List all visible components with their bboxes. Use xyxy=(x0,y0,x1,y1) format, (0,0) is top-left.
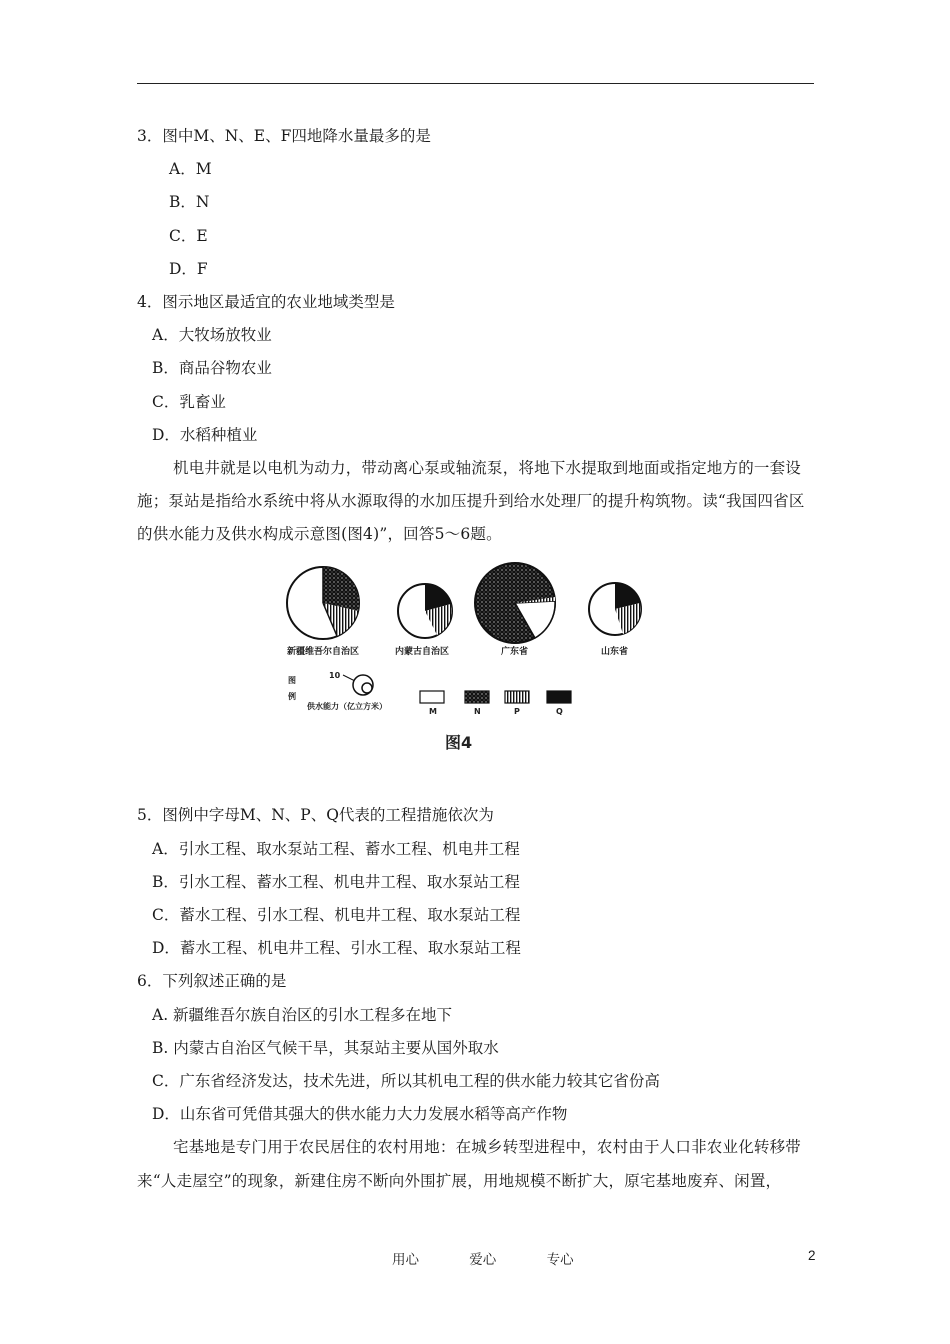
legend-scale-value: 10 xyxy=(329,671,341,681)
figure-legend xyxy=(288,671,571,716)
legend-heading-1: 图 xyxy=(288,676,296,686)
legend-key-p: P xyxy=(514,707,520,717)
q6-option-d: D．山东省可凭借其强大的供水能力大力发展水稻等高产作物 xyxy=(152,1105,568,1124)
region-label-inner-mongolia: 内蒙古自治区 xyxy=(395,647,450,658)
figure-title: 图4 xyxy=(445,733,473,753)
q5-option-a: A．引水工程、取水泵站工程、蓄水工程、机电井工程 xyxy=(152,839,520,858)
pie-inner-mongolia xyxy=(395,584,452,657)
q3-option-b: B．N xyxy=(169,193,210,212)
q4-stem: 4．图示地区最适宜的农业地域类型是 xyxy=(137,292,395,311)
q5-option-d: D．蓄水工程、机电井工程、引水工程、取水泵站工程 xyxy=(152,939,521,958)
legend-key-q: Q xyxy=(556,707,563,717)
q6-stem: 6．下列叙述正确的是 xyxy=(137,972,287,991)
page-number: 2 xyxy=(808,1248,816,1263)
figure-4 xyxy=(137,551,817,799)
q5-stem: 5．图例中字母M、N、P、Q代表的工程措施依次为 xyxy=(137,806,494,825)
region-label-xinjiang: 新疆维吾尔自治区 xyxy=(287,647,360,658)
q3-stem: 3．图中M、N、E、F四地降水量最多的是 xyxy=(137,127,431,145)
footer-word-3: 专心 xyxy=(546,1252,574,1268)
q5-option-b: B．引水工程、蓄水工程、机电井工程、取水泵站工程 xyxy=(152,872,520,891)
legend-heading-2: 例 xyxy=(288,692,296,702)
q4-option-c: C．乳畜业 xyxy=(152,392,226,411)
q6-option-c: C．广东省经济发达，技术先进，所以其机电工程的供水能力较其它省份高 xyxy=(152,1071,660,1090)
q4-option-b: B．商品谷物农业 xyxy=(152,359,272,378)
passage-homestead: 宅基地是专门用于农民居住的农村用地：在城乡转型进程中，农村由于人口非农业化转移带来“人走屋空”的现象，新建住房不断向外围扩展，用地规模不断扩大，原宅基地废弃、闲置， xyxy=(137,1138,802,1190)
q6-option-a: A. 新疆维吾尔族自治区的引水工程多在地下 xyxy=(152,1005,453,1024)
header-rule xyxy=(137,83,814,84)
q3-option-c: C．E xyxy=(169,226,208,245)
region-label-guangdong: 广东省 xyxy=(501,647,529,658)
legend-swatch-p xyxy=(505,691,529,703)
pie-guangdong xyxy=(475,563,555,657)
footer-word-1: 用心 xyxy=(392,1252,419,1268)
pie-shandong xyxy=(589,583,641,657)
legend-scale-label: 供水能力（亿立方米） xyxy=(307,702,387,712)
legend-swatch-m xyxy=(420,691,444,703)
page-content xyxy=(137,120,817,1198)
legend-scale-circle-small xyxy=(362,683,372,693)
legend-swatch-q xyxy=(547,691,571,703)
footer-word-2: 爱心 xyxy=(469,1252,497,1268)
q4-option-a: A．大牧场放牧业 xyxy=(152,326,272,345)
q4-option-d: D．水稻种植业 xyxy=(152,425,258,444)
legend-swatch-n xyxy=(465,691,489,703)
region-label-shandong: 山东省 xyxy=(601,647,629,658)
figure-4-graphic xyxy=(285,561,725,771)
legend-key-n: N xyxy=(474,707,481,717)
q6-option-b: B. 内蒙古自治区气候干旱，其泵站主要从国外取水 xyxy=(152,1038,499,1057)
q3-option-a: A．M xyxy=(169,160,212,179)
q5-option-c: C．蓄水工程、引水工程、机电井工程、取水泵站工程 xyxy=(152,906,521,925)
pie-xinjiang xyxy=(287,567,359,657)
legend-key-m: M xyxy=(429,707,437,717)
footer-motto xyxy=(392,1248,602,1268)
passage-wells: 机电井就是以电机为动力，带动离心泵或轴流泵，将地下水提取到地面或指定地方的一套设施；泵站是指给水系统中将从水源取得的水加压提升到给水处理厂的提升构筑物。读“我国四省区的供水能力及供水构成示意图(图4)”，回答5～6题。 xyxy=(137,458,805,544)
q3-option-d: D．F xyxy=(169,259,208,278)
